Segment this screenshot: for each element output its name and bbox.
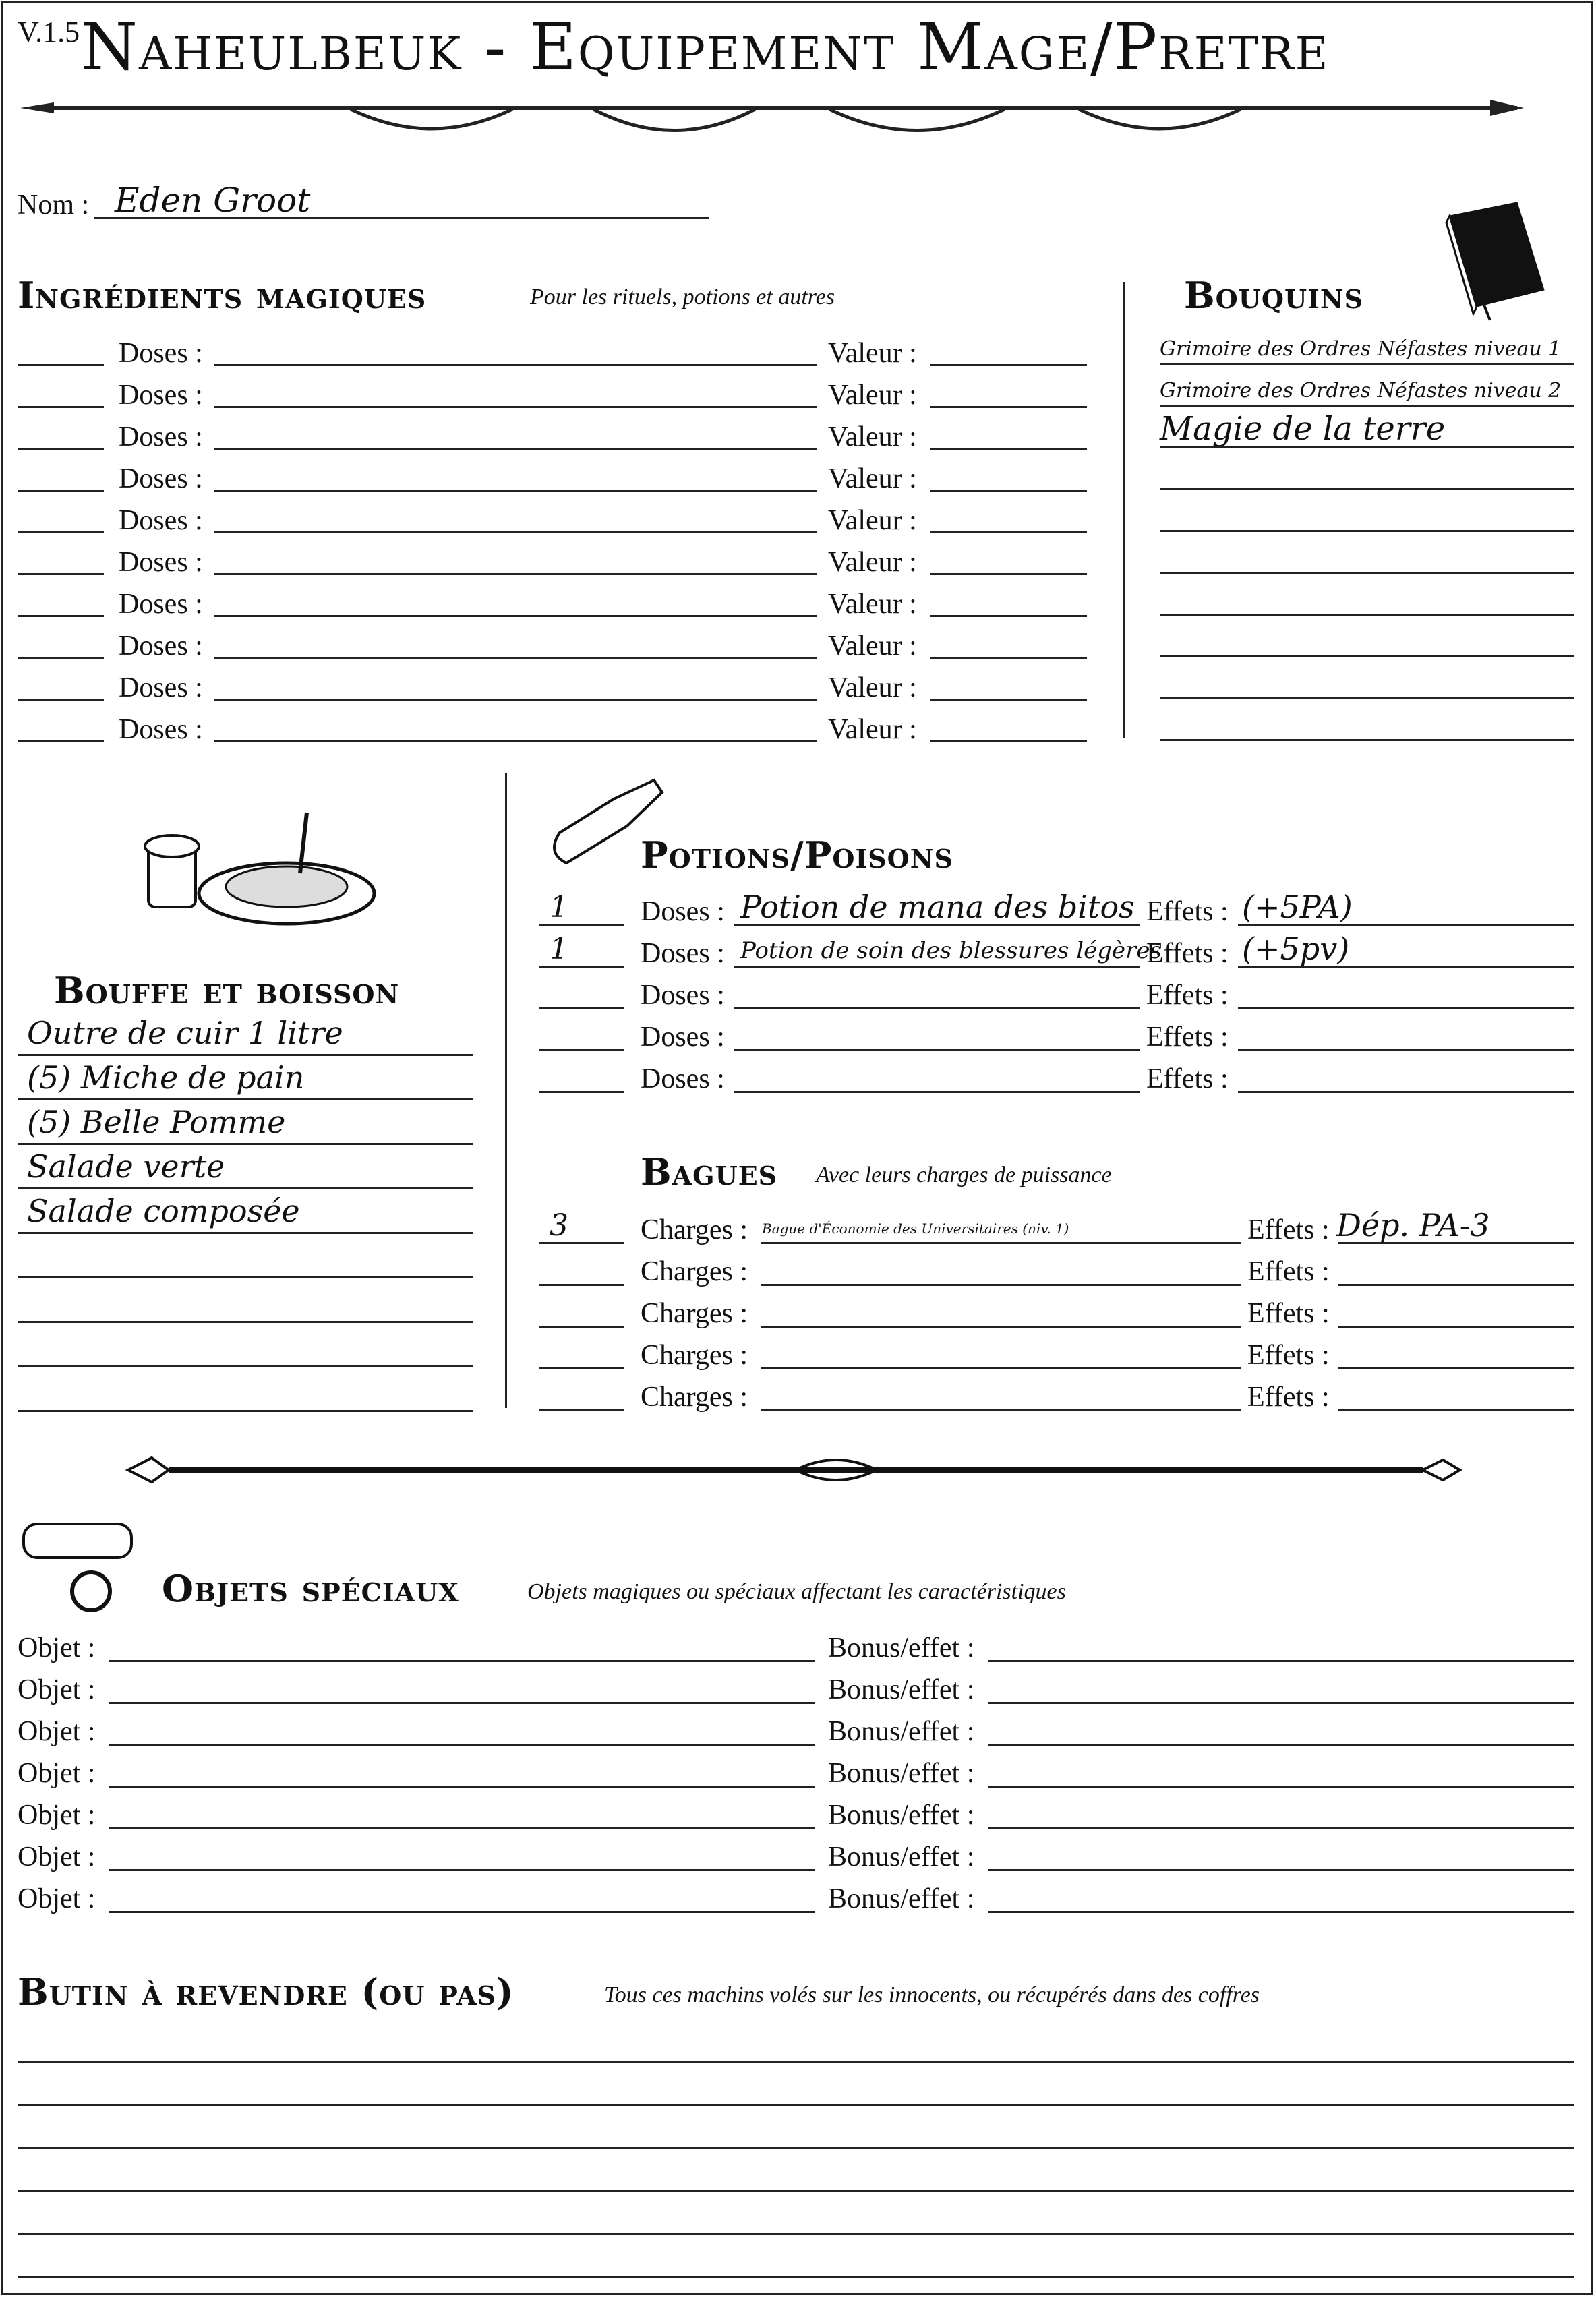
book-icon — [1436, 196, 1551, 324]
object-field[interactable] — [109, 1744, 815, 1746]
dose-label: Doses : — [119, 589, 203, 620]
object-label: Objet : — [18, 1674, 96, 1705]
potions-title: Potions/Poisons — [641, 833, 953, 877]
ingredient-field[interactable] — [214, 448, 817, 450]
potion-name[interactable]: Potion de mana des bitos — [740, 889, 1135, 925]
book-row — [1160, 538, 1574, 580]
object-label: Objet : — [18, 1883, 96, 1914]
quantity-field[interactable] — [18, 364, 104, 366]
ingredient-row — [0, 421, 1106, 463]
book-entry[interactable]: Grimoire des Ordres Néfastes niveau 1 — [1160, 337, 1562, 361]
object-field[interactable] — [109, 1786, 815, 1788]
potion-quantity-line — [539, 924, 624, 926]
value-field[interactable] — [930, 657, 1087, 659]
page-title: Naheulbeuk - Equipement Mage/Pretre — [81, 9, 1330, 85]
potions-list — [0, 890, 1596, 1106]
ring-effect[interactable]: Dép. PA-3 — [1336, 1207, 1490, 1243]
potion-quantity-line — [539, 966, 624, 968]
ring-name-line — [761, 1367, 1241, 1369]
rings-title: Bagues — [641, 1150, 778, 1194]
special-row — [0, 1626, 1596, 1668]
loot-subtitle: Tous ces machins volés sur les innocents, ou récupérés dans des coffres — [604, 1982, 1260, 2007]
quantity-field[interactable] — [18, 448, 104, 450]
value-label: Valeur : — [828, 505, 917, 536]
potion-effect[interactable]: (+5PA) — [1242, 889, 1353, 925]
ingredient-field[interactable] — [214, 740, 817, 742]
ring-effect-line — [1338, 1284, 1574, 1286]
books-title: Bouquins — [1184, 274, 1364, 317]
charges-label: Charges : — [641, 1256, 748, 1287]
potion-name-line — [734, 1091, 1140, 1093]
value-label: Valeur : — [828, 463, 917, 494]
ingredient-row — [0, 588, 1106, 630]
ingredient-field[interactable] — [214, 699, 817, 701]
potion-name[interactable]: Potion de soin des blessures légères — [740, 937, 1162, 964]
object-label: Objet : — [18, 1800, 96, 1831]
book-underline — [1160, 363, 1574, 365]
ring-effect-line — [1338, 1367, 1574, 1369]
potion-quantity-line — [539, 1091, 624, 1093]
potion-effect-line — [1238, 924, 1574, 926]
book-underline — [1160, 614, 1574, 616]
object-field[interactable] — [109, 1911, 815, 1913]
ring-charges-value[interactable]: 3 — [550, 1208, 568, 1243]
value-field[interactable] — [930, 740, 1087, 742]
bonus-label: Bonus/effet : — [828, 1883, 975, 1914]
loot-line[interactable] — [18, 2233, 1574, 2235]
ring-charges-line — [539, 1409, 624, 1411]
charges-label: Charges : — [641, 1214, 748, 1245]
dose-label: Doses : — [119, 380, 203, 411]
object-label: Objet : — [18, 1758, 96, 1789]
ring-charges-line — [539, 1326, 624, 1328]
books-list — [1160, 329, 1574, 747]
ring-name-line — [761, 1242, 1241, 1244]
ring-name-line — [761, 1409, 1241, 1411]
quantity-field[interactable] — [18, 657, 104, 659]
dose-label: Doses : — [641, 938, 725, 969]
dose-label: Doses : — [119, 672, 203, 703]
dose-label: Doses : — [119, 505, 203, 536]
potion-quantity[interactable]: 1 — [550, 890, 568, 924]
value-label: Valeur : — [828, 672, 917, 703]
book-underline — [1160, 405, 1574, 407]
loot-line[interactable] — [18, 2147, 1574, 2149]
bonus-field[interactable] — [988, 1786, 1574, 1788]
bonus-field[interactable] — [988, 1869, 1574, 1871]
dose-label: Doses : — [119, 421, 203, 452]
ingredient-row — [0, 379, 1106, 421]
dose-label: Doses : — [641, 980, 725, 1011]
object-field[interactable] — [109, 1660, 815, 1662]
dose-label: Doses : — [119, 463, 203, 494]
book-row — [1160, 371, 1574, 413]
effect-label: Effets : — [1247, 1298, 1330, 1329]
ring-name[interactable]: Bague d'Économie des Universitaires (niv. 1) — [762, 1220, 1069, 1237]
book-row — [1160, 580, 1574, 622]
dose-label: Doses : — [119, 630, 203, 661]
quantity-field[interactable] — [18, 615, 104, 617]
book-underline — [1160, 572, 1574, 574]
ring-name-line — [761, 1284, 1241, 1286]
book-row — [1160, 622, 1574, 664]
value-label: Valeur : — [828, 630, 917, 661]
book-row — [1160, 329, 1574, 371]
potion-effect-line — [1238, 1091, 1574, 1093]
ingredient-field[interactable] — [214, 657, 817, 659]
bonus-field[interactable] — [988, 1660, 1574, 1662]
quantity-field[interactable] — [18, 406, 104, 408]
name-underline — [94, 217, 709, 219]
name-value[interactable]: Eden Groot — [115, 181, 311, 220]
charges-label: Charges : — [641, 1298, 748, 1329]
potion-quantity[interactable]: 1 — [550, 932, 568, 966]
ring-row — [0, 1376, 1596, 1417]
ingredient-field[interactable] — [214, 406, 817, 408]
value-label: Valeur : — [828, 380, 917, 411]
ingredients-title: Ingrédients magiques — [18, 274, 427, 317]
bonus-field[interactable] — [988, 1911, 1574, 1913]
potion-effect-line — [1238, 1049, 1574, 1051]
ring-effect-line — [1338, 1326, 1574, 1328]
rings-list — [0, 1208, 1596, 1424]
quantity-field[interactable] — [18, 699, 104, 701]
food-title: Bouffe et boisson — [54, 969, 400, 1012]
effect-label: Effets : — [1247, 1256, 1330, 1287]
dose-label: Doses : — [641, 1063, 725, 1094]
effect-label: Effets : — [1247, 1382, 1330, 1413]
value-label: Valeur : — [828, 421, 917, 452]
quantity-field[interactable] — [18, 573, 104, 575]
quantity-field[interactable] — [18, 531, 104, 533]
special-row — [0, 1668, 1596, 1710]
food-row — [0, 1148, 485, 1193]
scroll-ring-icon — [17, 1510, 152, 1625]
ingredient-row — [0, 713, 1106, 755]
value-field[interactable] — [930, 364, 1087, 366]
potion-effect[interactable]: (+5pv) — [1242, 931, 1350, 967]
special-row — [0, 1794, 1596, 1835]
object-label: Objet : — [18, 1632, 96, 1663]
quantity-field[interactable] — [18, 740, 104, 742]
arrow-divider-icon — [13, 88, 1531, 148]
dose-label: Doses : — [641, 896, 725, 927]
ingredient-row — [0, 546, 1106, 588]
bonus-label: Bonus/effet : — [828, 1800, 975, 1831]
effect-label: Effets : — [1146, 1063, 1229, 1094]
ingredient-field[interactable] — [214, 531, 817, 533]
name-label: Nom : — [18, 189, 90, 220]
book-row — [1160, 664, 1574, 705]
potion-row — [0, 890, 1596, 932]
ring-row — [0, 1292, 1596, 1334]
potion-name-line — [734, 1049, 1140, 1051]
object-label: Objet : — [18, 1842, 96, 1873]
food-entry[interactable]: Outre de cuir 1 litre — [27, 1015, 343, 1051]
bonus-label: Bonus/effet : — [828, 1674, 975, 1705]
object-field[interactable] — [109, 1702, 815, 1704]
ingredient-row — [0, 672, 1106, 713]
object-field[interactable] — [109, 1827, 815, 1829]
book-underline — [1160, 655, 1574, 657]
charges-label: Charges : — [641, 1382, 748, 1413]
food-entry[interactable]: (5) Miche de pain — [27, 1059, 305, 1096]
column-divider — [1123, 282, 1125, 738]
ring-charges-line — [539, 1284, 624, 1286]
food-underline — [18, 1187, 473, 1189]
value-field[interactable] — [930, 573, 1087, 575]
bonus-field[interactable] — [988, 1702, 1574, 1704]
book-underline — [1160, 739, 1574, 741]
value-label: Valeur : — [828, 589, 917, 620]
potion-effect-line — [1238, 1007, 1574, 1009]
dose-label: Doses : — [119, 714, 203, 745]
bonus-field[interactable] — [988, 1827, 1574, 1829]
food-underline — [18, 1143, 473, 1145]
ingredient-field[interactable] — [214, 364, 817, 366]
book-entry[interactable]: Magie de la terre — [1160, 410, 1446, 448]
value-label: Valeur : — [828, 714, 917, 745]
potion-row — [0, 974, 1596, 1015]
ingredient-row — [0, 504, 1106, 546]
ring-row — [0, 1250, 1596, 1292]
effect-label: Effets : — [1146, 938, 1229, 969]
book-underline — [1160, 488, 1574, 490]
food-row — [0, 1104, 485, 1148]
food-entry[interactable]: Salade composée — [27, 1193, 300, 1229]
book-row — [1160, 705, 1574, 747]
ring-charges-line — [539, 1367, 624, 1369]
food-entry[interactable]: (5) Belle Pomme — [27, 1104, 286, 1140]
ring-effect-line — [1338, 1242, 1574, 1244]
loot-line[interactable] — [18, 2276, 1574, 2278]
value-field[interactable] — [930, 531, 1087, 533]
book-underline — [1160, 697, 1574, 699]
potion-name-line — [734, 1007, 1140, 1009]
dose-label: Doses : — [119, 547, 203, 578]
ingredient-field[interactable] — [214, 490, 817, 492]
book-row — [1160, 496, 1574, 538]
ingredients-list — [0, 337, 1106, 755]
dose-label: Doses : — [641, 1022, 725, 1053]
bonus-label: Bonus/effet : — [828, 1842, 975, 1873]
staff-divider-icon — [121, 1443, 1463, 1497]
effect-label: Effets : — [1247, 1214, 1330, 1245]
book-row — [1160, 410, 1574, 454]
potion-row — [0, 932, 1596, 974]
loot-title: Butin à revendre (ou pas) — [18, 1970, 514, 2013]
potion-name-line — [734, 924, 1140, 926]
potion-name-line — [734, 966, 1140, 968]
food-entry[interactable]: Salade verte — [27, 1148, 225, 1185]
loot-lines — [0, 2023, 1596, 2293]
version-label: V.1.5 — [18, 16, 80, 49]
loot-line[interactable] — [18, 2061, 1574, 2063]
value-field[interactable] — [930, 406, 1087, 408]
effect-label: Effets : — [1146, 1022, 1229, 1053]
value-label: Valeur : — [828, 338, 917, 369]
bonus-label: Bonus/effet : — [828, 1758, 975, 1789]
potion-row — [0, 1057, 1596, 1099]
special-row — [0, 1877, 1596, 1919]
book-underline — [1160, 530, 1574, 532]
rings-subtitle: Avec leurs charges de puissance — [816, 1162, 1112, 1187]
ingredient-row — [0, 463, 1106, 504]
potion-row — [0, 1015, 1596, 1057]
ring-row — [0, 1334, 1596, 1376]
ring-effect-line — [1338, 1409, 1574, 1411]
ingredient-field[interactable] — [214, 615, 817, 617]
special-list — [0, 1626, 1596, 1930]
object-label: Objet : — [18, 1716, 96, 1747]
special-subtitle: Objets magiques ou spéciaux affectant les caractéristiques — [527, 1579, 1066, 1604]
ingredient-row — [0, 337, 1106, 379]
value-field[interactable] — [930, 699, 1087, 701]
bonus-label: Bonus/effet : — [828, 1632, 975, 1663]
quantity-field[interactable] — [18, 490, 104, 492]
ingredient-field[interactable] — [214, 573, 817, 575]
ring-row — [0, 1208, 1596, 1250]
dose-label: Doses : — [119, 338, 203, 369]
ingredients-subtitle: Pour les rituels, potions et autres — [530, 285, 835, 310]
bonus-field[interactable] — [988, 1744, 1574, 1746]
special-row — [0, 1835, 1596, 1877]
loot-line[interactable] — [18, 2104, 1574, 2106]
ring-charges-line — [539, 1242, 624, 1244]
value-field[interactable] — [930, 448, 1087, 450]
loot-line[interactable] — [18, 2190, 1574, 2192]
charges-label: Charges : — [641, 1340, 748, 1371]
book-entry[interactable]: Grimoire des Ordres Néfastes niveau 2 — [1160, 379, 1562, 403]
bonus-label: Bonus/effet : — [828, 1716, 975, 1747]
ingredient-row — [0, 630, 1106, 672]
special-row — [0, 1752, 1596, 1794]
value-field[interactable] — [930, 615, 1087, 617]
book-underline — [1160, 446, 1574, 448]
potion-effect-line — [1238, 966, 1574, 968]
ring-name-line — [761, 1326, 1241, 1328]
effect-label: Effets : — [1146, 896, 1229, 927]
value-field[interactable] — [930, 490, 1087, 492]
potion-quantity-line — [539, 1007, 624, 1009]
effect-label: Effets : — [1146, 980, 1229, 1011]
value-label: Valeur : — [828, 547, 917, 578]
potion-quantity-line — [539, 1049, 624, 1051]
effect-label: Effets : — [1247, 1340, 1330, 1371]
special-title: Objets spéciaux — [162, 1567, 459, 1610]
book-row — [1160, 454, 1574, 496]
special-row — [0, 1710, 1596, 1752]
object-field[interactable] — [109, 1869, 815, 1871]
